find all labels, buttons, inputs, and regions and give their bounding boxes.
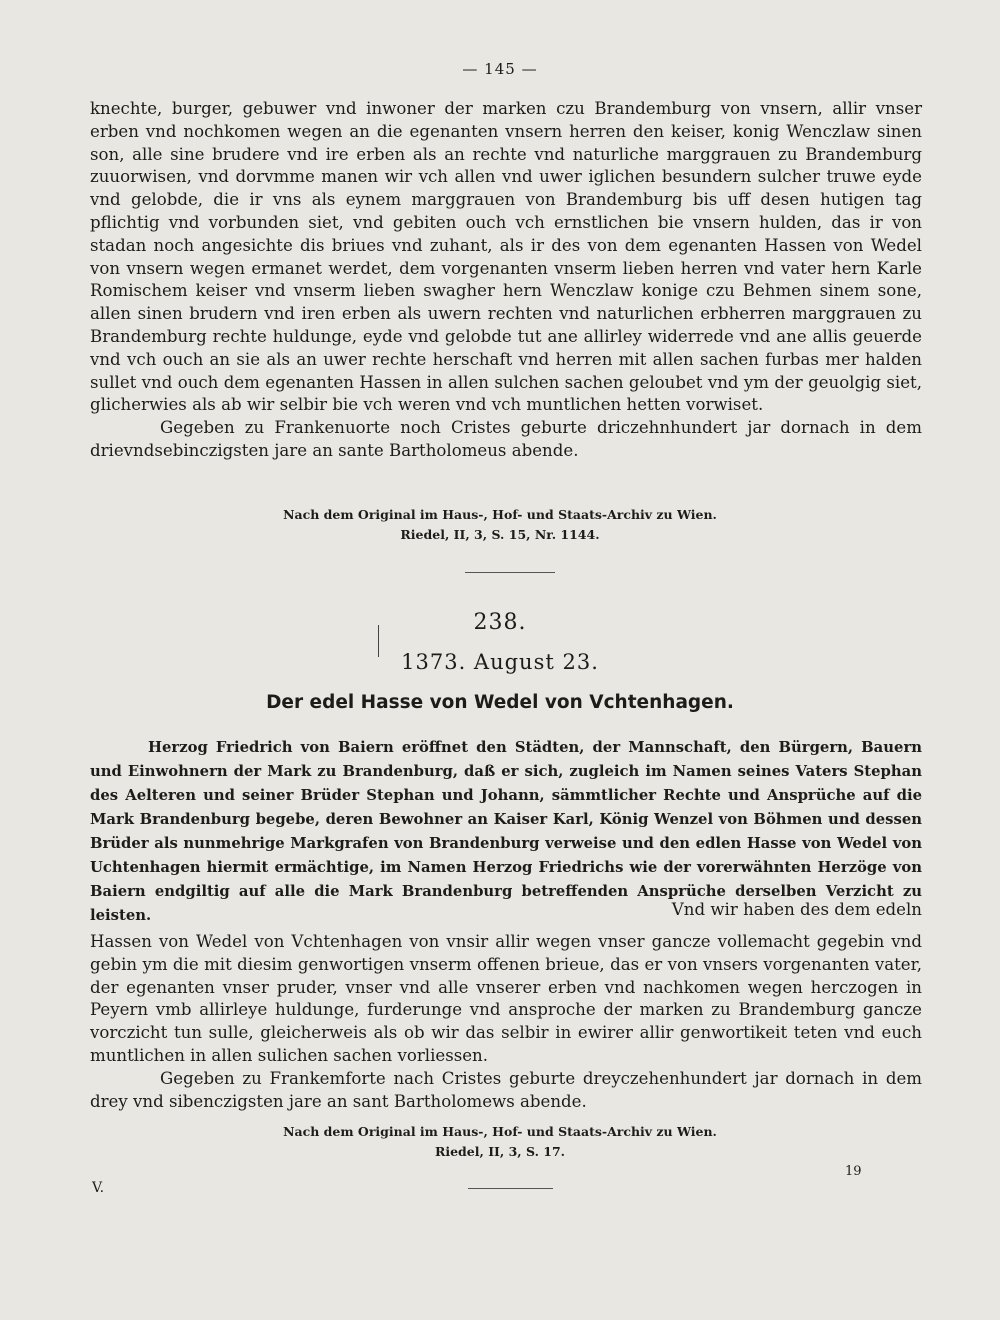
- source-note-1-edition: Riedel, II, 3, S. 15, Nr. 1144.: [400, 527, 600, 542]
- document-dating: Gegeben zu Frankemforte nach Cristes geburte dreyczehenhundert jar dornach in dem drey vnd sibenczigsten jare an sant Bartholomews abende.: [90, 1068, 922, 1111]
- source-note-1: [0, 505, 1000, 545]
- continuation-dating: Gegeben zu Frankenuorte noch Cristes geburte driczehnhundert jar dornach in dem drievndsebinczigsten jare an sante Bartholomeus abende.: [90, 418, 922, 460]
- page-number: — 145 —: [462, 60, 538, 78]
- source-note-2-archive: Nach dem Original im Haus-, Hof- und Staats-Archiv zu Wien.: [283, 1124, 717, 1139]
- end-divider: [468, 1188, 553, 1189]
- document-date: 1373. August 23.: [401, 650, 599, 674]
- document-number: 238.: [473, 610, 527, 635]
- section-divider: [465, 572, 555, 573]
- document-regest: Herzog Friedrich von Baiern eröffnet den Städten, der Mannschaft, den Bürgern, Bauern und Einwohnern der Mark zu Brandenburg, daß er sich, zugleich im Namen seines Vaters Stephan des Aelteren und seiner Brüder Stephan und Johann, sämmtlicher Rechte und Ansprüche auf die Mark Brandenburg begebe, deren Bewohner an Kaiser Karl, König Wenzel von Böhmen und dessen Brüder als nunmehrige Markgrafen von Brandenburg verweise und den edlen Hasse von Wedel von Uchtenhagen hiermit ermächtige, im Namen Herzog Friedrichs wie der vorerwähnten Herzöge von Baiern endgiltig auf alle die Mark Brandenburg betreffenden Ansprüche derselben Verzicht zu leisten.: [90, 739, 922, 924]
- continuation-paragraph: knechte, burger, gebuwer vnd inwoner der marken czu Brandemburg von vnsern, allir vnser erben vnd nochkomen wegen an die egenanten vnsern herren den keiser, konig Wenczlaw sinen son, alle sine brudere vnd ire erben als an rechte vnd naturliche marggrauen zu Brandemburg zuuorwisen, vnd dorvmme manen wir vch allen vnd uwer iglichen besundern sulcher truwe eyde vnd gelobde, die ir vns als eynem marggrauen von Brandemburg bis uff desen hutigen tag pflichtig vnd vorbunden siet, vnd gebiten ouch vch ernstlichen bie vnsern hulden, das ir von stadan noch angesichte dis briues vnd zuhant, als ir des von dem egenanten Hassen von Wedel von vnsern wegen ermanet werdet, dem vorgenanten vnserm lieben herren vnd vater hern Karle Romischem keiser vnd vnserm lieben swagher hern Wenczlaw konige czu Behmen sinem sone, allen sinen brudern vnd iren erben als uwern rechten vnd naturlichen erbherren marggrauen zu Brandemburg rechte huldunge, eyde vnd gelobde tut ane allirley widerrede vnd ane allis geuerde vnd vch ouch an sie als an uwer rechte herschaft vnd herren mit allen sachen furbas mer halden sullet vnd ouch dem egenanten Hassen in allen sulchen sachen geloubet vnd ym der geuolgig siet, glicherwies als ab wir selbir bie vch weren vnd vch muntlichen hetten vorwiset.: [90, 99, 922, 415]
- document-text-opening: Vnd wir haben des dem edeln: [671, 900, 922, 919]
- source-note-2: [0, 1122, 1000, 1162]
- source-note-2-edition: Riedel, II, 3, S. 17.: [434, 1144, 566, 1159]
- source-note-1-archive: Nach dem Original im Haus-, Hof- und Staats-Archiv zu Wien.: [283, 507, 717, 522]
- previous-document-continuation: [90, 98, 922, 463]
- signature-mark-right: 19: [845, 1164, 862, 1179]
- signature-mark-left: V.: [92, 1180, 105, 1196]
- document-text-body: Hassen von Wedel von Vchtenhagen von vnsir allir wegen vnser gancze vollemacht gegebin vnd gebin ym die mit diesim genwortigen vnserm offenen brieue, das er von vnsers vorgenanten vater, der egenanten vnser pruder, vnser vnd alle vnserer erben vnd nachkomen wegen herczogen in Peyern vmb allirleye huldunge, furderunge vnd ansproche der marken zu Brandemburg gancze vorczicht tun sulle, gleicherweis als ob wir das selbir in ewirer allir genwortikeit teten vnd euch muntlichen in allen sulichen sachen vorliessen.: [90, 932, 922, 1065]
- document-title: Der edel Hasse von Wedel von Vchtenhagen.: [266, 692, 734, 713]
- document-text: [90, 931, 922, 1113]
